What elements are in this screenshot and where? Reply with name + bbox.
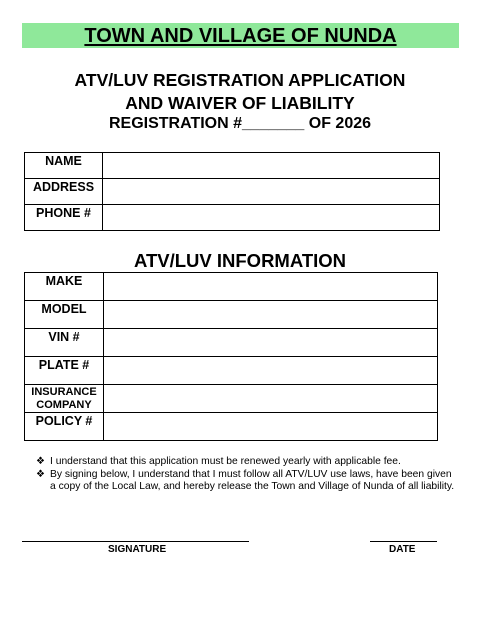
date-line[interactable]: [370, 541, 437, 542]
registration-number-line: REGISTRATION #_______ OF 2026: [108, 115, 372, 132]
waiver-note: By signing below, I understand that I must follow all ATV/LUV use laws, have been given a copy of the Local Law, and hereby release the Town and Village of Nunda of all liability.: [50, 468, 455, 492]
table-row: [25, 357, 438, 385]
atv-info-heading: ATV/LUV INFORMATION: [133, 250, 347, 271]
signature-line[interactable]: [22, 541, 249, 542]
insurance-company-field[interactable]: [104, 385, 438, 413]
terms-list: [36, 456, 456, 494]
insurance-company-label: [25, 385, 104, 413]
form-title-line1: ATV/LUV REGISTRATION APPLICATION: [74, 70, 406, 90]
insurance-label-line2: COMPANY: [36, 399, 92, 411]
phone-field[interactable]: [103, 205, 440, 231]
make-field[interactable]: [104, 273, 438, 301]
table-row: [25, 301, 438, 329]
banner-title: TOWN AND VILLAGE OF NUNDA: [84, 25, 397, 47]
table-row: [25, 385, 438, 413]
address-field[interactable]: [103, 179, 440, 205]
diamond-bullet-icon: ❖: [36, 456, 45, 467]
vin-label: VIN #: [25, 329, 104, 357]
vin-field[interactable]: [104, 329, 438, 357]
diamond-bullet-icon: ❖: [36, 468, 45, 480]
table-row: [25, 273, 438, 301]
list-item: [36, 456, 456, 469]
policy-label: POLICY #: [25, 413, 104, 441]
form-title-line2: AND WAIVER OF LIABILITY: [125, 93, 355, 113]
table-row: [25, 413, 438, 441]
model-label: MODEL: [25, 301, 104, 329]
address-label: ADDRESS: [25, 179, 103, 205]
phone-label: PHONE #: [25, 205, 103, 231]
plate-label: PLATE #: [25, 357, 104, 385]
date-label: DATE: [389, 544, 416, 555]
header-banner: [22, 23, 459, 48]
insurance-label-line1: INSURANCE: [31, 386, 97, 398]
atv-info-table: [24, 272, 438, 441]
table-row: [25, 153, 440, 179]
renewal-note: I understand that this application must be renewed yearly with applicable fee.: [50, 456, 401, 467]
name-field[interactable]: [103, 153, 440, 179]
name-label: NAME: [25, 153, 103, 179]
make-label: MAKE: [25, 273, 104, 301]
policy-field[interactable]: [104, 413, 438, 441]
plate-field[interactable]: [104, 357, 438, 385]
signature-label: SIGNATURE: [108, 544, 167, 555]
table-row: [25, 205, 440, 231]
list-item: [36, 469, 456, 494]
table-row: [25, 329, 438, 357]
table-row: [25, 179, 440, 205]
model-field[interactable]: [104, 301, 438, 329]
personal-info-table: [24, 152, 440, 231]
